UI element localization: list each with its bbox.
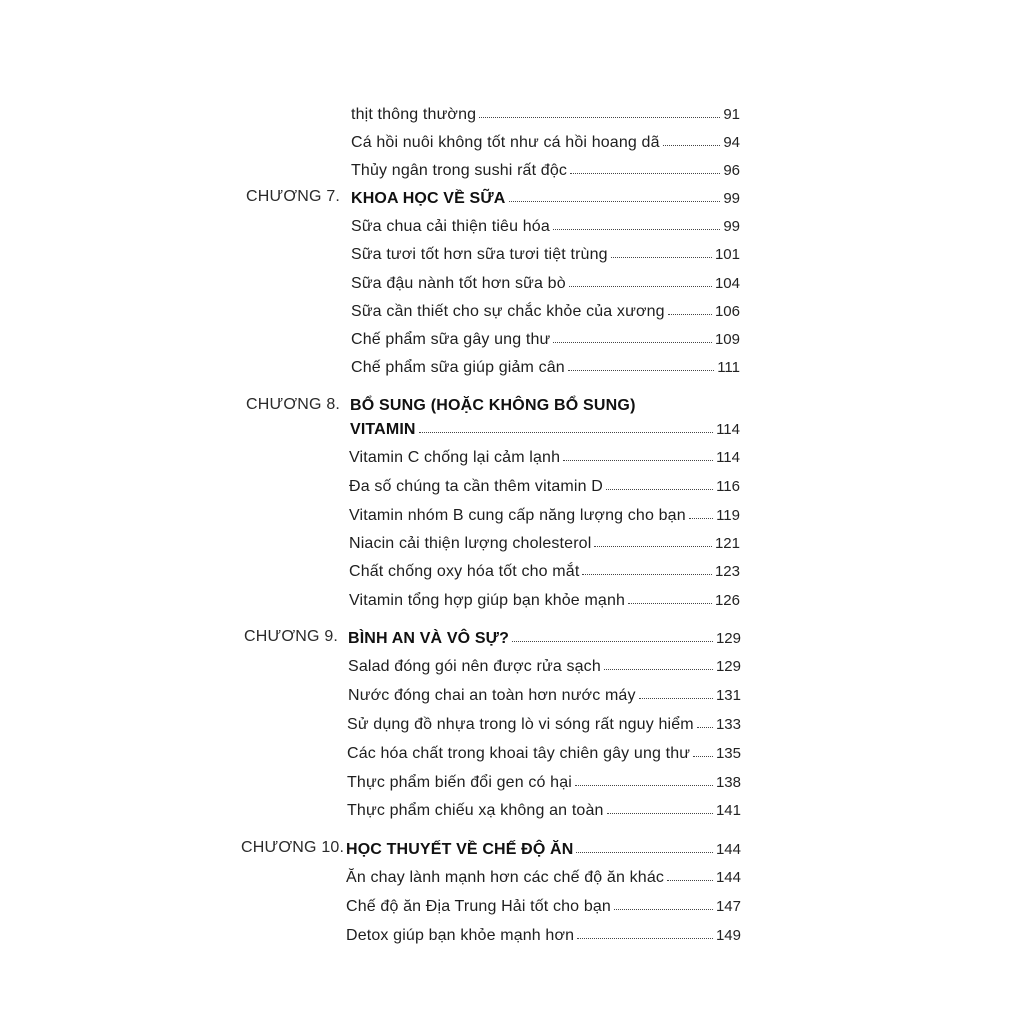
dot-leader	[697, 713, 713, 728]
page-number: 121	[714, 535, 740, 552]
entry-title: Ăn chay lành mạnh hơn các chế độ ăn khác	[346, 869, 665, 886]
dot-leader	[693, 742, 713, 757]
chapter-heading	[346, 839, 741, 861]
toc-entry	[351, 160, 740, 182]
chapter-label: CHƯƠNG 8.	[246, 396, 341, 413]
dot-leader	[479, 103, 720, 118]
chapter-label: CHƯƠNG 9.	[244, 628, 339, 645]
page-number: 99	[723, 218, 740, 235]
chapter-title: VITAMIN	[350, 421, 416, 438]
entry-title: Đa số chúng ta cần thêm vitamin D	[349, 478, 603, 495]
entry-title: Salad đóng gói nên được rửa sạch	[348, 658, 601, 675]
dot-leader	[628, 589, 712, 604]
dot-leader	[569, 272, 712, 287]
toc-entry	[348, 656, 741, 678]
entry-title: Chế phẩm sữa giúp giảm cân	[351, 359, 565, 376]
entry-title: Chất chống oxy hóa tốt cho mắt	[349, 563, 580, 580]
page-number: 138	[715, 774, 741, 791]
toc-entry	[351, 301, 740, 323]
dot-leader	[606, 475, 713, 490]
entry-title: Sữa cần thiết cho sự chắc khỏe của xương	[351, 303, 665, 320]
dot-leader	[668, 300, 712, 315]
dot-leader	[663, 131, 721, 146]
page-number: 96	[723, 162, 740, 179]
page-number: 149	[715, 927, 741, 944]
toc-entry	[348, 685, 741, 707]
toc-entry	[351, 104, 740, 126]
page-number: 109	[714, 331, 740, 348]
toc-entry	[347, 800, 741, 822]
chapter-heading	[351, 188, 740, 210]
entry-title: Sữa tươi tốt hơn sữa tươi tiệt trùng	[351, 246, 608, 263]
chapter-heading	[348, 628, 741, 650]
dot-leader	[611, 243, 712, 258]
dot-leader	[575, 771, 713, 786]
dot-leader	[577, 924, 713, 939]
page-number: 94	[723, 134, 740, 151]
chapter-heading	[350, 419, 740, 441]
page-number: 106	[714, 303, 740, 320]
toc-entry	[349, 447, 740, 469]
entry-title: Sữa đậu nành tốt hơn sữa bò	[351, 275, 566, 292]
toc-entry	[349, 590, 740, 612]
dot-leader	[568, 356, 714, 371]
page-number: 129	[715, 658, 741, 675]
dot-leader	[419, 418, 713, 433]
chapter-label: CHƯƠNG 7.	[246, 188, 341, 205]
dot-leader	[607, 799, 713, 814]
page-number: 141	[715, 802, 741, 819]
entry-title: Vitamin C chống lại cảm lạnh	[349, 449, 561, 466]
page-number: 144	[715, 841, 741, 858]
toc-entry	[351, 132, 740, 154]
chapter-title: KHOA HỌC VỀ SỮA	[351, 190, 506, 207]
page-number: 123	[714, 563, 740, 580]
page-number: 104	[714, 275, 740, 292]
toc-entry	[349, 533, 740, 555]
page-number: 133	[715, 716, 741, 733]
dot-leader	[639, 684, 713, 699]
chapter-title-line1: BỔ SUNG (HOẶC KHÔNG BỔ SUNG)	[350, 397, 636, 414]
toc-entry	[351, 244, 740, 266]
toc-entry	[346, 896, 741, 918]
toc-entry	[349, 505, 740, 527]
entry-title: Niacin cải thiện lượng cholesterol	[349, 535, 592, 552]
entry-title: Vitamin tổng hợp giúp bạn khỏe mạnh	[349, 592, 626, 609]
entry-title: thịt thông thường	[351, 106, 477, 123]
dot-leader	[582, 560, 712, 575]
toc-entry	[349, 561, 740, 583]
page-number: 116	[716, 478, 740, 495]
page-number: 126	[714, 592, 740, 609]
page-number: 111	[717, 359, 740, 376]
page-number: 129	[715, 630, 741, 647]
toc-entry	[351, 216, 740, 238]
toc-entry	[347, 743, 741, 765]
toc-entry	[351, 329, 740, 351]
page-number: 114	[716, 421, 740, 438]
dot-leader	[614, 895, 713, 910]
entry-title: Vitamin nhóm B cung cấp năng lượng cho bạn	[349, 507, 686, 524]
dot-leader	[689, 504, 713, 519]
toc-entry	[349, 476, 740, 498]
entry-title: Thủy ngân trong sushi rất độc	[351, 162, 568, 179]
page-number: 99	[723, 190, 740, 207]
page-number: 144	[715, 869, 741, 886]
entry-title: Detox giúp bạn khỏe mạnh hơn	[346, 927, 575, 944]
toc-entry	[346, 867, 741, 889]
page-number: 91	[723, 106, 740, 123]
entry-title: Chế phẩm sữa gây ung thư	[351, 331, 551, 348]
dot-leader	[563, 446, 713, 461]
chapter-title: BÌNH AN VÀ VÔ SỰ?	[348, 630, 510, 647]
chapter-title: HỌC THUYẾT VỀ CHẾ ĐỘ ĂN	[346, 841, 574, 858]
entry-title: Chế độ ăn Địa Trung Hải tốt cho bạn	[346, 898, 611, 915]
toc-entry	[347, 714, 741, 736]
dot-leader	[667, 866, 713, 881]
dot-leader	[512, 627, 713, 642]
dot-leader	[553, 215, 720, 230]
entry-title: Nước đóng chai an toàn hơn nước máy	[348, 687, 636, 704]
entry-title: Thực phẩm biến đổi gen có hại	[347, 774, 572, 791]
entry-title: Thực phẩm chiếu xạ không an toàn	[347, 802, 604, 819]
dot-leader	[570, 159, 720, 174]
page-number: 131	[715, 687, 741, 704]
page-number: 119	[716, 507, 740, 524]
entry-title: Sử dụng đồ nhựa trong lò vi sóng rất nguy hiểm	[347, 716, 694, 733]
dot-leader	[553, 328, 712, 343]
toc-entry	[347, 772, 741, 794]
entry-title: Sữa chua cải thiện tiêu hóa	[351, 218, 550, 235]
page-number: 135	[715, 745, 741, 762]
dot-leader	[509, 187, 721, 202]
entry-title: Cá hồi nuôi không tốt như cá hồi hoang dã	[351, 134, 660, 151]
chapter-label: CHƯƠNG 10.	[241, 839, 345, 856]
toc-entry	[351, 273, 740, 295]
page-number: 101	[714, 246, 740, 263]
toc-entry	[351, 357, 740, 379]
dot-leader	[594, 532, 712, 547]
dot-leader	[576, 838, 713, 853]
toc-entry	[346, 925, 741, 947]
dot-leader	[604, 655, 713, 670]
entry-title: Các hóa chất trong khoai tây chiên gây ung thư	[347, 745, 691, 762]
page-number: 114	[716, 449, 740, 466]
page-number: 147	[715, 898, 741, 915]
